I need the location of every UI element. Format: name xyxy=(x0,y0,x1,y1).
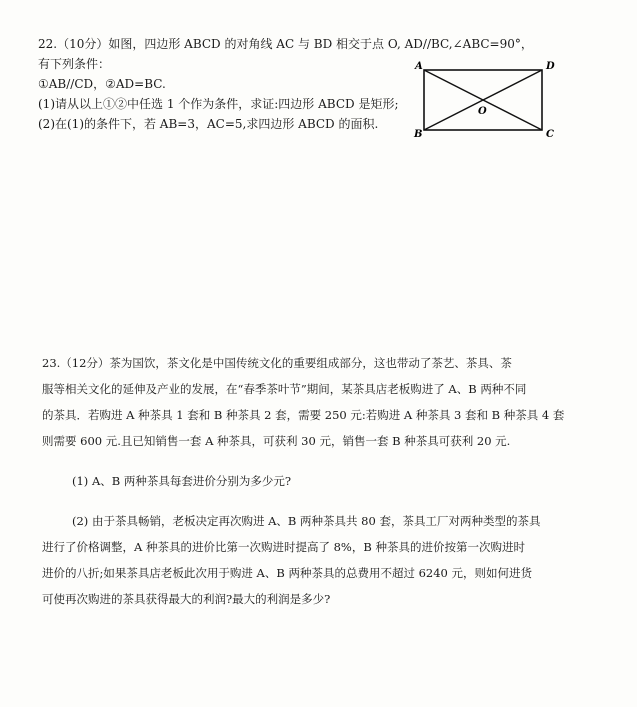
rectangle-abcd-figure xyxy=(410,58,560,138)
q23-line-1: 23.（12分）茶为国饮，茶文化是中国传统文化的重要组成部分，这也带动了茶艺、茶具、茶 xyxy=(42,356,512,370)
q22-part-2: (2)在(1)的条件下，若 AB=3，AC=5,求四边形 ABCD 的面积. xyxy=(38,117,379,131)
q22-part-1: (1)请从以上①②中任选 1 个作为条件，求证:四边形 ABCD 是矩形; xyxy=(38,97,399,111)
q22-intro: 有下列条件： xyxy=(38,57,111,71)
q23-part-2-line-3: 进价的八折;如果茶具店老板此次用于购进 A、B 两种茶具的总费用不超过 6240 元，则如何进货 xyxy=(42,566,533,580)
q23-part-1: (1) A、B 两种茶具每套进价分别为多少元? xyxy=(72,474,292,488)
q23-part-2-line-4: 可使再次购进的茶具获得最大的利润?最大的利润是多少? xyxy=(42,592,331,606)
q22-conditions: ①AB//CD，②AD=BC. xyxy=(38,77,166,91)
label-o: O xyxy=(478,106,487,117)
label-a: A xyxy=(415,61,423,72)
q23-part-2-line-2: 进行了价格调整，A 种茶具的进价比第一次购进时提高了 8%，B 种茶具的进价按第一次购进时 xyxy=(42,540,525,554)
label-b: B xyxy=(414,129,423,138)
q23-part-2-line-1: (2) 由于茶具畅销，老板决定再次购进 A、B 两种茶具共 80 套，茶具工厂对两种类型的茶具 xyxy=(72,514,541,528)
q23-line-2: 服等相关文化的延伸及产业的发展，在“春季茶叶节”期间，某茶具店老板购进了 A、B 两种不同 xyxy=(42,382,527,396)
label-d: D xyxy=(546,61,555,72)
q23-line-4: 则需要 600 元.且已知销售一套 A 种茶具，可获利 30 元，销售一套 B 种茶具可获利 20 元. xyxy=(42,434,511,448)
q22-header: 22.（10分）如图，四边形 ABCD 的对角线 AC 与 BD 相交于点 O, AD//BC,∠ABC=90°， xyxy=(38,37,533,51)
q23-line-3: 的茶具．若购进 A 种茶具 1 套和 B 种茶具 2 套，需要 250 元:若购进 A 种茶具 3 套和 B 种茶具 4 套 xyxy=(42,408,565,422)
label-c: C xyxy=(546,129,554,138)
